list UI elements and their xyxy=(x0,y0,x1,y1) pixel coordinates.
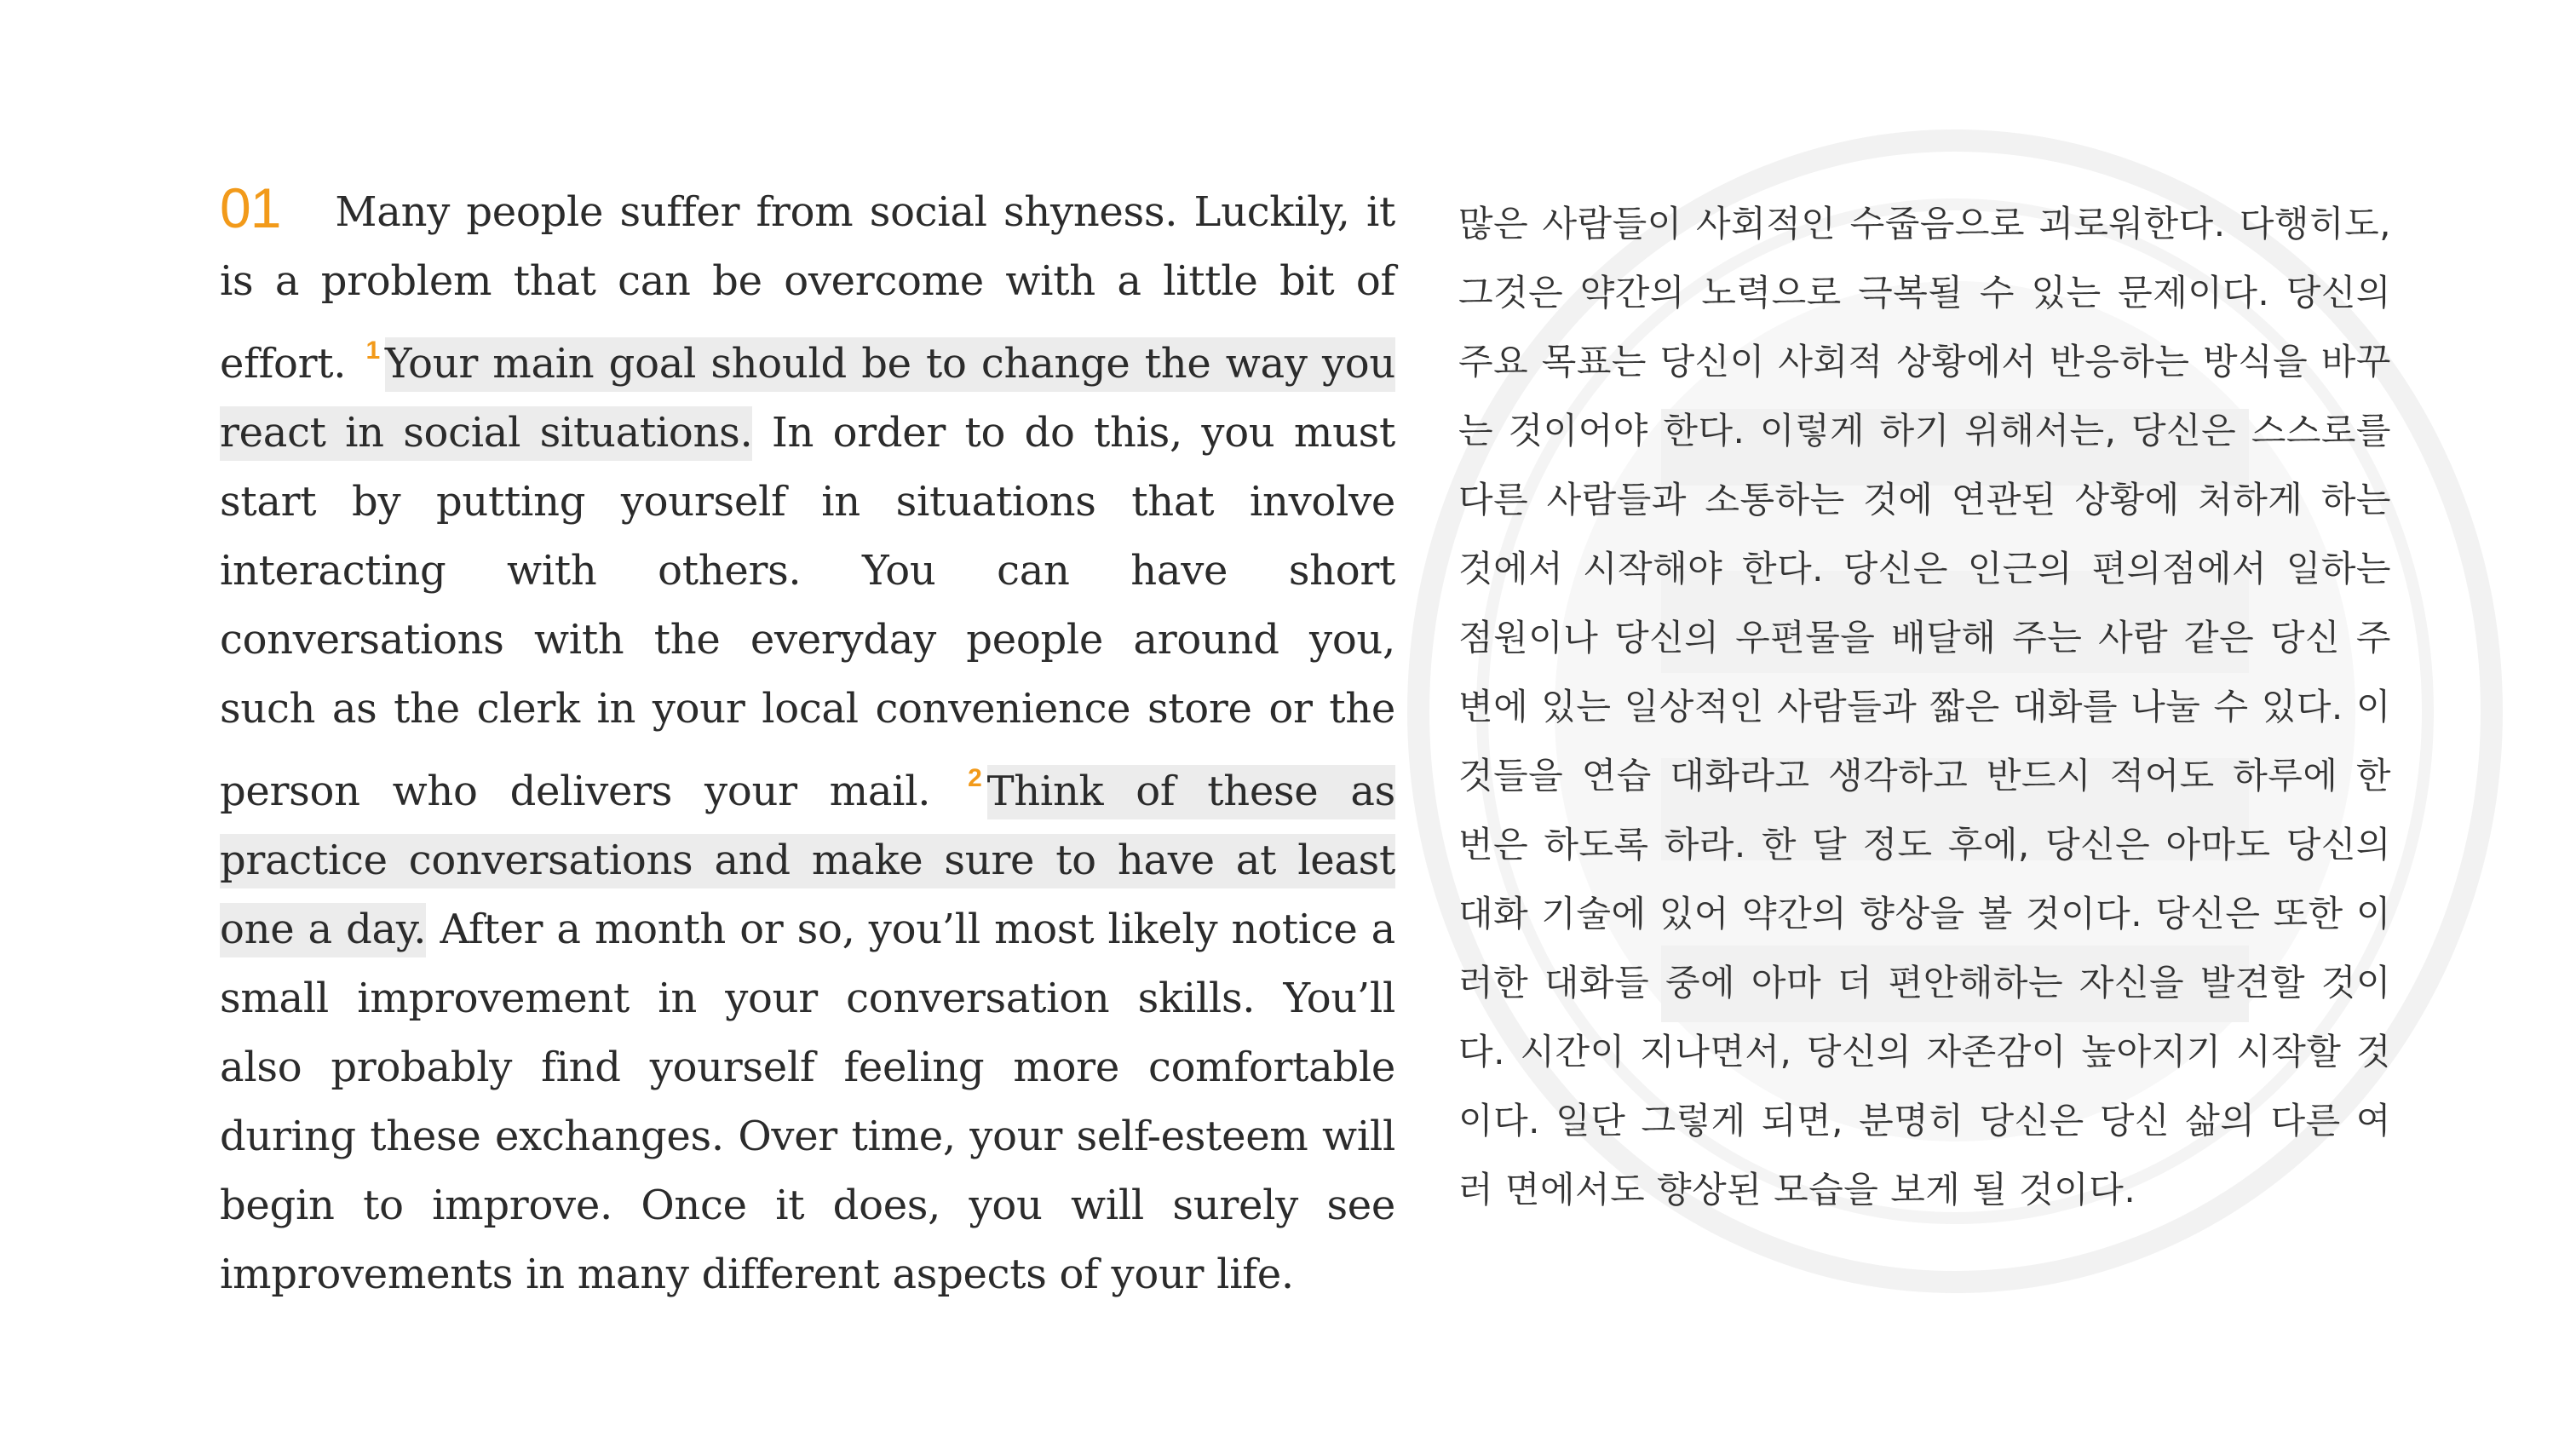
passage-number: 01 xyxy=(220,176,281,239)
korean-translation: 많은 사람들이 사회적인 수줍음으로 괴로워한다. 다행히도, 그것은 약간의 노력으로 극복될 수 있는 문제이다. 당신의 주요 목표는 당신이 사회적 상황에서 반응하는 방식을 바꾸는 것이어야 한다. 이렇게 하기 위해서는, 당신은 스스로를 다른 사람들과 소통하는 것에 연관된 상황에 처하게 하는 것에서 시작해야 한다. 당신은 인근의 편의점에서 일하는 점원이나 당신의 우편물을 배달해 주는 사람 같은 당신 주변에 있는 일상적인 사람들과 짧은 대화를 나눌 수 있다. 이것들을 연습 대화라고 생각하고 반드시 적어도 하루에 한 번은 하도록 하라. 한 달 정도 후에, 당신은 아마도 당신의 대화 기술에 있어 약간의 향상을 볼 것이다. 당신은 또한 이러한 대화들 중에 아마 더 편안해하는 자신을 발견할 것이다. 시간이 지나면서, 당신의 자존감이 높아지기 시작할 것이다. 일단 그렇게 되면, 분명히 당신은 당신 삶의 다른 여러 면에서도 향상된 모습을 보게 될 것이다. xyxy=(1458,203,2391,1210)
english-ending: After a month or so, you’ll most likely notice a small improvement in your conversation skills. You’ll also probably find yourself feeling more comfortable during these exchanges. Over time, your self-esteem will begin to improve. Once it does, you will surely see improvements in many different aspects of your life. xyxy=(220,906,1396,1298)
english-passage xyxy=(220,174,1395,1309)
highlighted-sentence-1: Your main goal should be to change the way you react in social situations. xyxy=(220,337,1395,461)
sentence-marker-2: 2 xyxy=(968,764,982,792)
english-middle: In order to do this, you must start by putting yourself in situations that involve interacting with others. You can have short conversations with the everyday people around you, such as the clerk in your local convenience store or the person who delivers your mail. xyxy=(220,409,1395,815)
sentence-marker-1: 1 xyxy=(365,336,380,365)
highlighted-sentence-2: Think of these as practice conversations and make sure to have at least one a day. xyxy=(220,765,1395,957)
english-intro: Many people suffer from social shyness. Luckily, it is a problem that can be overcome with a little bit of effort. xyxy=(220,188,1395,388)
